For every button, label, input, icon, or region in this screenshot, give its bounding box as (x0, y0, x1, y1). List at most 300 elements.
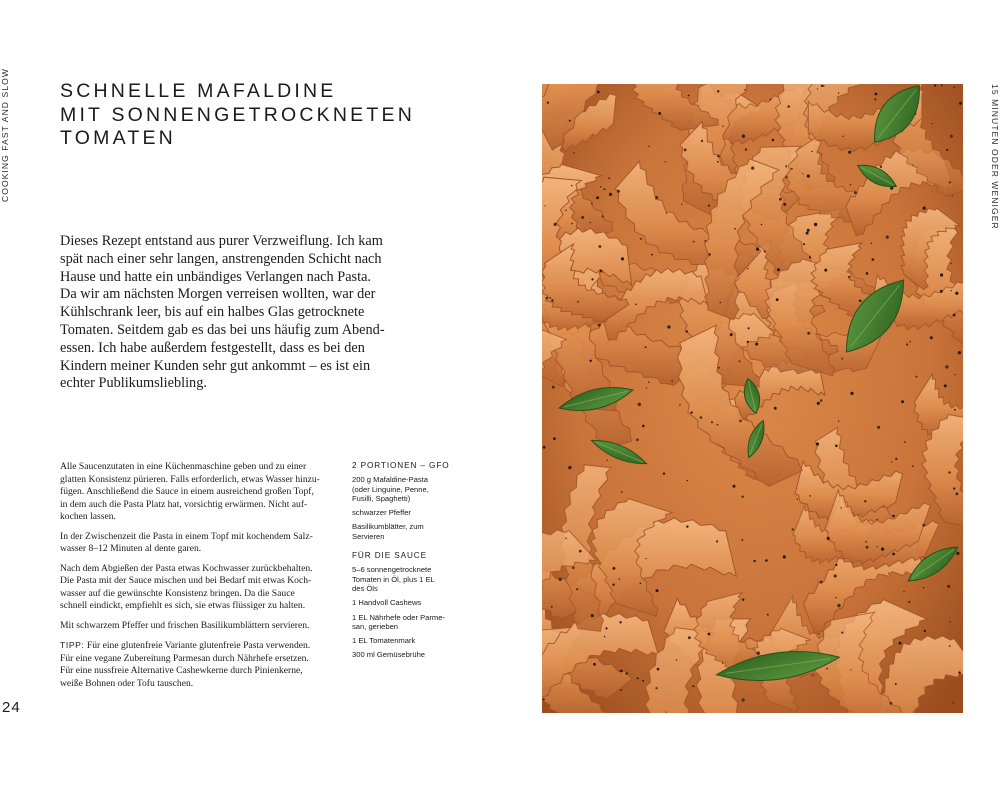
pepper-speck (642, 425, 645, 428)
pepper-speck (591, 278, 593, 280)
pepper-speck (850, 184, 851, 185)
intro-line: echter Publikumsliebling. (60, 375, 207, 392)
pepper-speck (755, 343, 758, 346)
pepper-speck (807, 175, 810, 178)
ingredient-item (352, 475, 452, 503)
ingredient-line: 5–6 sonnengetrocknete (352, 565, 432, 575)
pepper-speck (895, 458, 897, 460)
pepper-speck (922, 524, 925, 527)
ingredient-item (352, 650, 452, 659)
ingredient-line: 1 EL Tomatenmark (352, 636, 416, 646)
method-line: In der Zwischenzeit die Pasta in einem Topf mit kochendem Salz- (60, 530, 313, 542)
pepper-speck (948, 471, 950, 473)
ingredient-line: 300 ml Gemüsebrühe (352, 650, 426, 660)
pepper-speck (756, 248, 759, 251)
pepper-speck (850, 669, 851, 670)
pepper-speck (665, 161, 666, 162)
servings-heading: 2 PORTIONEN – GFO (352, 461, 450, 470)
pepper-speck (817, 402, 820, 405)
pepper-speck (590, 360, 592, 362)
pepper-speck (958, 351, 961, 354)
pepper-speck (785, 165, 787, 167)
pepper-speck (733, 485, 736, 488)
pepper-speck (577, 301, 579, 303)
pepper-speck (783, 203, 786, 206)
pepper-speck (739, 420, 742, 423)
pepper-speck (744, 89, 746, 91)
title-line: SCHNELLE MAFALDINE (60, 80, 337, 102)
pepper-speck (835, 445, 838, 448)
pepper-speck (791, 168, 793, 170)
pepper-speck (818, 633, 820, 635)
pepper-speck (544, 205, 545, 206)
pepper-speck (612, 584, 614, 586)
intro-line: essen. Ich habe außerdem festgestellt, dass es bei den (60, 339, 365, 356)
pepper-speck (940, 290, 943, 293)
pepper-speck (892, 553, 895, 556)
pepper-speck (812, 674, 813, 675)
pepper-speck (605, 627, 607, 629)
pepper-speck (711, 421, 713, 423)
method-step-3 (60, 563, 350, 613)
pepper-speck (959, 102, 962, 105)
pepper-speck (593, 663, 596, 666)
pepper-speck (748, 327, 750, 329)
pepper-speck (609, 193, 612, 196)
pepper-speck (554, 223, 557, 226)
pepper-speck (671, 380, 673, 382)
pepper-speck (591, 614, 594, 617)
pepper-speck (797, 499, 798, 500)
pepper-speck (565, 210, 567, 212)
intro-line: Dieses Rezept entstand aus purer Verzweiflung. Ich kam (60, 233, 383, 249)
recipe-title (60, 80, 460, 151)
pepper-speck (871, 243, 872, 244)
pepper-speck (681, 204, 682, 205)
pepper-speck (620, 670, 623, 673)
pepper-speck (579, 550, 582, 553)
pepper-speck (581, 216, 584, 219)
pepper-speck (783, 555, 786, 558)
pepper-speck (774, 407, 777, 410)
pepper-speck (864, 500, 866, 502)
pepper-speck (767, 614, 769, 616)
pepper-speck (930, 336, 933, 339)
pepper-speck (742, 698, 745, 701)
pepper-speck (951, 290, 952, 291)
pepper-speck (834, 574, 837, 577)
pepper-speck (717, 90, 719, 92)
ingredient-item (352, 613, 452, 632)
pepper-speck (542, 698, 545, 701)
method-line: in dem auch die Pasta Platz hat, vorsichtig erwärmen. Nicht auf- (60, 498, 308, 510)
pepper-speck (718, 367, 720, 369)
pepper-speck (716, 540, 718, 542)
pepper-speck (666, 213, 667, 214)
pepper-speck (944, 384, 947, 387)
pepper-speck (573, 152, 575, 154)
ingredient-line: Fusilli, Spaghetti) (352, 493, 411, 503)
pepper-speck (824, 269, 827, 272)
pepper-speck (776, 298, 779, 301)
method-step-4 (60, 620, 350, 633)
pepper-speck (619, 578, 620, 579)
pepper-speck (934, 84, 936, 86)
pepper-speck (602, 215, 604, 217)
pepper-speck (608, 177, 610, 179)
tip-line: Für eine nussfreie Alternative Cashewkerne durch Pinienkerne, (60, 665, 303, 676)
pepper-speck (559, 578, 562, 581)
pepper-speck (841, 632, 843, 634)
method-step-1 (60, 461, 350, 524)
pepper-speck (596, 196, 599, 199)
pepper-speck (708, 633, 711, 636)
pepper-speck (551, 299, 553, 301)
method-line: wasser 8–12 Minuten al dente garen. (60, 543, 202, 554)
pepper-speck (956, 493, 959, 496)
pepper-speck (705, 240, 707, 242)
pepper-speck (888, 573, 889, 574)
pepper-speck (821, 85, 823, 87)
pepper-speck (770, 99, 772, 101)
pepper-speck (941, 84, 943, 86)
pepper-speck (859, 300, 862, 303)
pepper-speck (904, 441, 906, 443)
pepper-speck (956, 552, 959, 555)
pepper-speck (701, 140, 703, 142)
pepper-speck (779, 198, 782, 201)
method-text (60, 461, 350, 697)
tip-paragraph (60, 639, 350, 690)
pepper-speck (717, 424, 719, 426)
pepper-speck (875, 93, 878, 96)
pepper-speck (676, 659, 678, 661)
pepper-speck (951, 263, 952, 264)
pepper-speck (848, 151, 851, 154)
method-line: Nach dem Abgießen der Pasta etwas Kochwasser zurückbehalten. (60, 562, 313, 574)
pepper-speck (809, 495, 811, 497)
intro-line: Kühlschrank leer, bis auf ein halbes Glas getrocknete (60, 304, 365, 321)
pepper-speck (837, 604, 840, 607)
pepper-speck (850, 392, 853, 395)
pepper-speck (946, 149, 948, 151)
pepper-speck (569, 120, 571, 122)
pepper-speck (590, 222, 591, 223)
pepper-speck (688, 95, 690, 97)
method-line: fügen. Anschließend die Sauce in einem ausreichend großen Topf, (60, 486, 314, 497)
pepper-speck (895, 683, 897, 685)
pepper-speck (866, 546, 869, 549)
pepper-speck (932, 123, 933, 124)
tip-text: Für eine glutenfreie Variante glutenfreie Pasta verwenden. (84, 640, 311, 651)
ingredient-item (352, 565, 452, 593)
pepper-speck (954, 374, 955, 375)
pepper-speck (742, 599, 744, 601)
pepper-speck (648, 382, 649, 383)
pepper-speck (667, 325, 670, 328)
pepper-speck (872, 258, 875, 261)
ingredient-item (352, 636, 452, 645)
pepper-speck (840, 507, 841, 508)
pepper-speck (903, 591, 904, 592)
running-header-left: COOKING FAST AND SLOW (0, 68, 10, 202)
pepper-speck (717, 155, 719, 157)
pepper-speck (700, 416, 703, 419)
pepper-speck (688, 636, 691, 639)
pepper-speck (620, 689, 622, 691)
pepper-speck (807, 229, 810, 232)
pepper-speck (923, 207, 926, 210)
ingredient-item (352, 508, 452, 517)
pepper-speck (739, 360, 741, 362)
pepper-speck (686, 525, 688, 527)
pepper-speck (693, 241, 695, 243)
pepper-speck (597, 91, 600, 94)
pepper-speck (890, 702, 893, 705)
pasta-photo-illustration (542, 84, 963, 713)
pepper-speck (741, 539, 743, 541)
pepper-speck (877, 546, 878, 547)
pepper-speck (765, 559, 768, 562)
pepper-speck (646, 387, 647, 388)
pepper-speck (880, 166, 882, 168)
pepper-speck (841, 358, 843, 360)
pepper-speck (838, 93, 839, 94)
pepper-speck (952, 702, 954, 704)
pepper-speck (551, 606, 553, 608)
pepper-speck (764, 250, 766, 252)
pepper-speck (848, 276, 850, 278)
pepper-speck (916, 376, 918, 378)
intro-line: Kindern meiner Kunden sehr gut ankommt – es ist ein (60, 357, 371, 374)
ingredient-line: 1 Handvoll Cashews (352, 598, 422, 608)
pepper-speck (866, 272, 869, 275)
pepper-speck (751, 167, 754, 170)
pepper-speck (940, 273, 943, 276)
pepper-speck (607, 460, 608, 461)
pepper-speck (901, 400, 904, 403)
pepper-speck (820, 581, 823, 584)
pepper-speck (604, 636, 605, 637)
pepper-speck (645, 346, 647, 348)
pepper-speck (877, 426, 880, 429)
ingredient-line: 200 g Mafaldine-Pasta (352, 475, 428, 485)
pepper-speck (792, 528, 794, 530)
pepper-speck (950, 135, 953, 138)
ingredient-item (352, 598, 452, 607)
pepper-speck (621, 491, 623, 493)
pepper-speck (619, 621, 621, 623)
pepper-speck (547, 102, 549, 104)
pepper-speck (734, 228, 736, 230)
pepper-speck (954, 87, 955, 88)
pepper-speck (651, 254, 653, 256)
pepper-speck (552, 386, 555, 389)
pepper-speck (549, 297, 551, 299)
pepper-speck (786, 176, 788, 178)
pepper-speck (635, 304, 637, 306)
pepper-speck (952, 195, 953, 196)
method-line: Die Pasta mit der Sauce mischen und bei Bedarf mit etwas Koch- (60, 575, 312, 586)
pepper-speck (954, 409, 956, 411)
tip-line: weiße Bohnen oder Tofu tauschen. (60, 677, 194, 689)
pepper-speck (812, 151, 813, 152)
pepper-speck (626, 672, 628, 674)
pepper-speck (638, 403, 641, 406)
pepper-speck (816, 442, 819, 445)
pepper-speck (881, 548, 884, 551)
sauce-heading: FÜR DIE SAUCE (352, 551, 427, 561)
pepper-speck (565, 538, 566, 539)
pepper-speck (568, 466, 571, 469)
pepper-speck (854, 191, 857, 194)
pepper-speck (640, 238, 642, 240)
pepper-speck (655, 196, 658, 199)
title-line: MIT SONNENGETROCKNETEN (60, 103, 415, 126)
pepper-speck (686, 330, 688, 332)
pepper-speck (777, 268, 780, 271)
pepper-speck (820, 399, 823, 402)
pepper-speck (665, 712, 666, 713)
pasta-photo (542, 84, 963, 713)
pepper-speck (947, 585, 950, 588)
intro-line: Tomaten. Seitdem gab es das bei uns häufig zum Abend- (60, 321, 385, 338)
pepper-speck (806, 232, 809, 235)
tip-line: Für eine vegane Zubereitung Parmesan durch Nährhefe ersetzen. (60, 652, 309, 664)
ingredient-line: des Öls (352, 583, 378, 593)
pepper-speck (908, 601, 910, 603)
pepper-speck (788, 105, 790, 107)
ingredient-line: (oder Linguine, Penne, (352, 484, 429, 494)
pepper-speck (655, 687, 657, 689)
pepper-speck (636, 438, 639, 441)
pepper-speck (923, 587, 924, 588)
title-line: TOMATEN (60, 127, 176, 149)
pepper-speck (772, 139, 775, 142)
pepper-speck (823, 85, 825, 87)
pepper-speck (722, 662, 724, 664)
pepper-speck (730, 333, 733, 336)
pepper-speck (600, 270, 603, 273)
pepper-speck (753, 560, 755, 562)
pepper-speck (912, 165, 913, 166)
pepper-speck (843, 136, 844, 137)
ingredient-line: schwarzer Pfeffer (352, 508, 411, 518)
pepper-speck (835, 564, 837, 566)
pepper-speck (591, 203, 593, 205)
pepper-speck (687, 480, 688, 481)
pepper-speck (637, 677, 639, 679)
pepper-speck (642, 680, 644, 682)
method-line: Alle Saucenzutaten in eine Küchenmaschine geben und zu einer (60, 461, 307, 472)
pepper-speck (546, 297, 549, 300)
pepper-speck (598, 324, 601, 327)
ingredient-line: Tomaten in Öl, plus 1 EL (352, 574, 435, 584)
pepper-speck (600, 186, 601, 187)
pepper-speck (891, 461, 892, 462)
pepper-speck (742, 135, 745, 138)
method-line: kochen lassen. (60, 511, 116, 522)
pepper-speck (617, 190, 620, 193)
pepper-speck (838, 421, 839, 422)
pepper-speck (648, 146, 649, 147)
pepper-speck (745, 148, 747, 150)
pepper-speck (835, 597, 836, 598)
intro-line: Da wir am nächsten Morgen verreisen wollten, war der (60, 286, 376, 303)
pepper-speck (909, 341, 910, 342)
running-header-right: 15 MINUTEN ODER WENIGER (990, 84, 1000, 230)
pepper-speck (708, 253, 711, 256)
pepper-speck (924, 630, 926, 632)
pepper-speck (747, 268, 748, 269)
ingredient-item (352, 522, 452, 541)
pepper-speck (599, 245, 602, 248)
pepper-speck (899, 642, 902, 645)
pepper-speck (757, 651, 760, 654)
pepper-speck (865, 541, 867, 543)
pepper-speck (953, 487, 955, 489)
pepper-speck (817, 88, 818, 89)
pepper-speck (543, 446, 546, 449)
method-line: glatten Konsistenz pürieren. Falls erforderlich, etwas Wasser hinzu- (60, 473, 320, 485)
method-step-2 (60, 531, 350, 556)
intro-line: Hause und hatte ein unbändiges Verlangen nach Pasta. (60, 268, 371, 285)
pepper-speck (949, 181, 951, 183)
pepper-speck (955, 292, 958, 295)
pepper-speck (886, 236, 889, 239)
tip-first-line (60, 639, 350, 653)
pepper-speck (658, 112, 661, 115)
pepper-speck (657, 668, 660, 671)
pepper-speck (720, 302, 721, 303)
intro-text (60, 233, 410, 393)
method-line: wasser auf die gewünschte Konsistenz bringen. Da die Sauce (60, 587, 295, 599)
page-number: 24 (2, 699, 21, 716)
pepper-speck (827, 537, 830, 540)
pepper-speck (684, 149, 687, 152)
pepper-speck (807, 332, 810, 335)
ingredient-line: Basilikumblätter, zum (352, 522, 424, 532)
pepper-speck (742, 496, 744, 498)
pepper-speck (645, 558, 646, 559)
pepper-speck (572, 567, 575, 570)
pepper-speck (949, 645, 951, 647)
ingredient-line: Servieren (352, 531, 385, 541)
pepper-speck (692, 685, 694, 687)
pepper-speck (571, 185, 572, 186)
pepper-speck (802, 173, 803, 174)
method-line: schnell eindickt, empfiehlt es sich, sie etwas flüssiger zu halten. (60, 600, 306, 611)
pepper-speck (690, 411, 692, 413)
pepper-speck (679, 404, 680, 405)
pepper-speck (809, 256, 811, 258)
ingredient-line: san, gerieben (352, 621, 399, 631)
pepper-speck (761, 224, 762, 225)
pepper-speck (571, 223, 573, 225)
pepper-speck (708, 205, 710, 207)
tip-label: TIPP: (60, 640, 85, 650)
pepper-speck (826, 668, 828, 670)
pepper-speck (892, 515, 895, 518)
pepper-speck (576, 588, 578, 590)
intro-line: spät nach einer sehr langen, anstrengenden Schicht nach (60, 250, 382, 267)
pepper-speck (953, 314, 956, 317)
pepper-speck (640, 583, 642, 585)
pepper-speck (950, 621, 951, 622)
pepper-speck (717, 161, 719, 163)
pepper-speck (747, 341, 749, 343)
pepper-speck (621, 257, 624, 260)
